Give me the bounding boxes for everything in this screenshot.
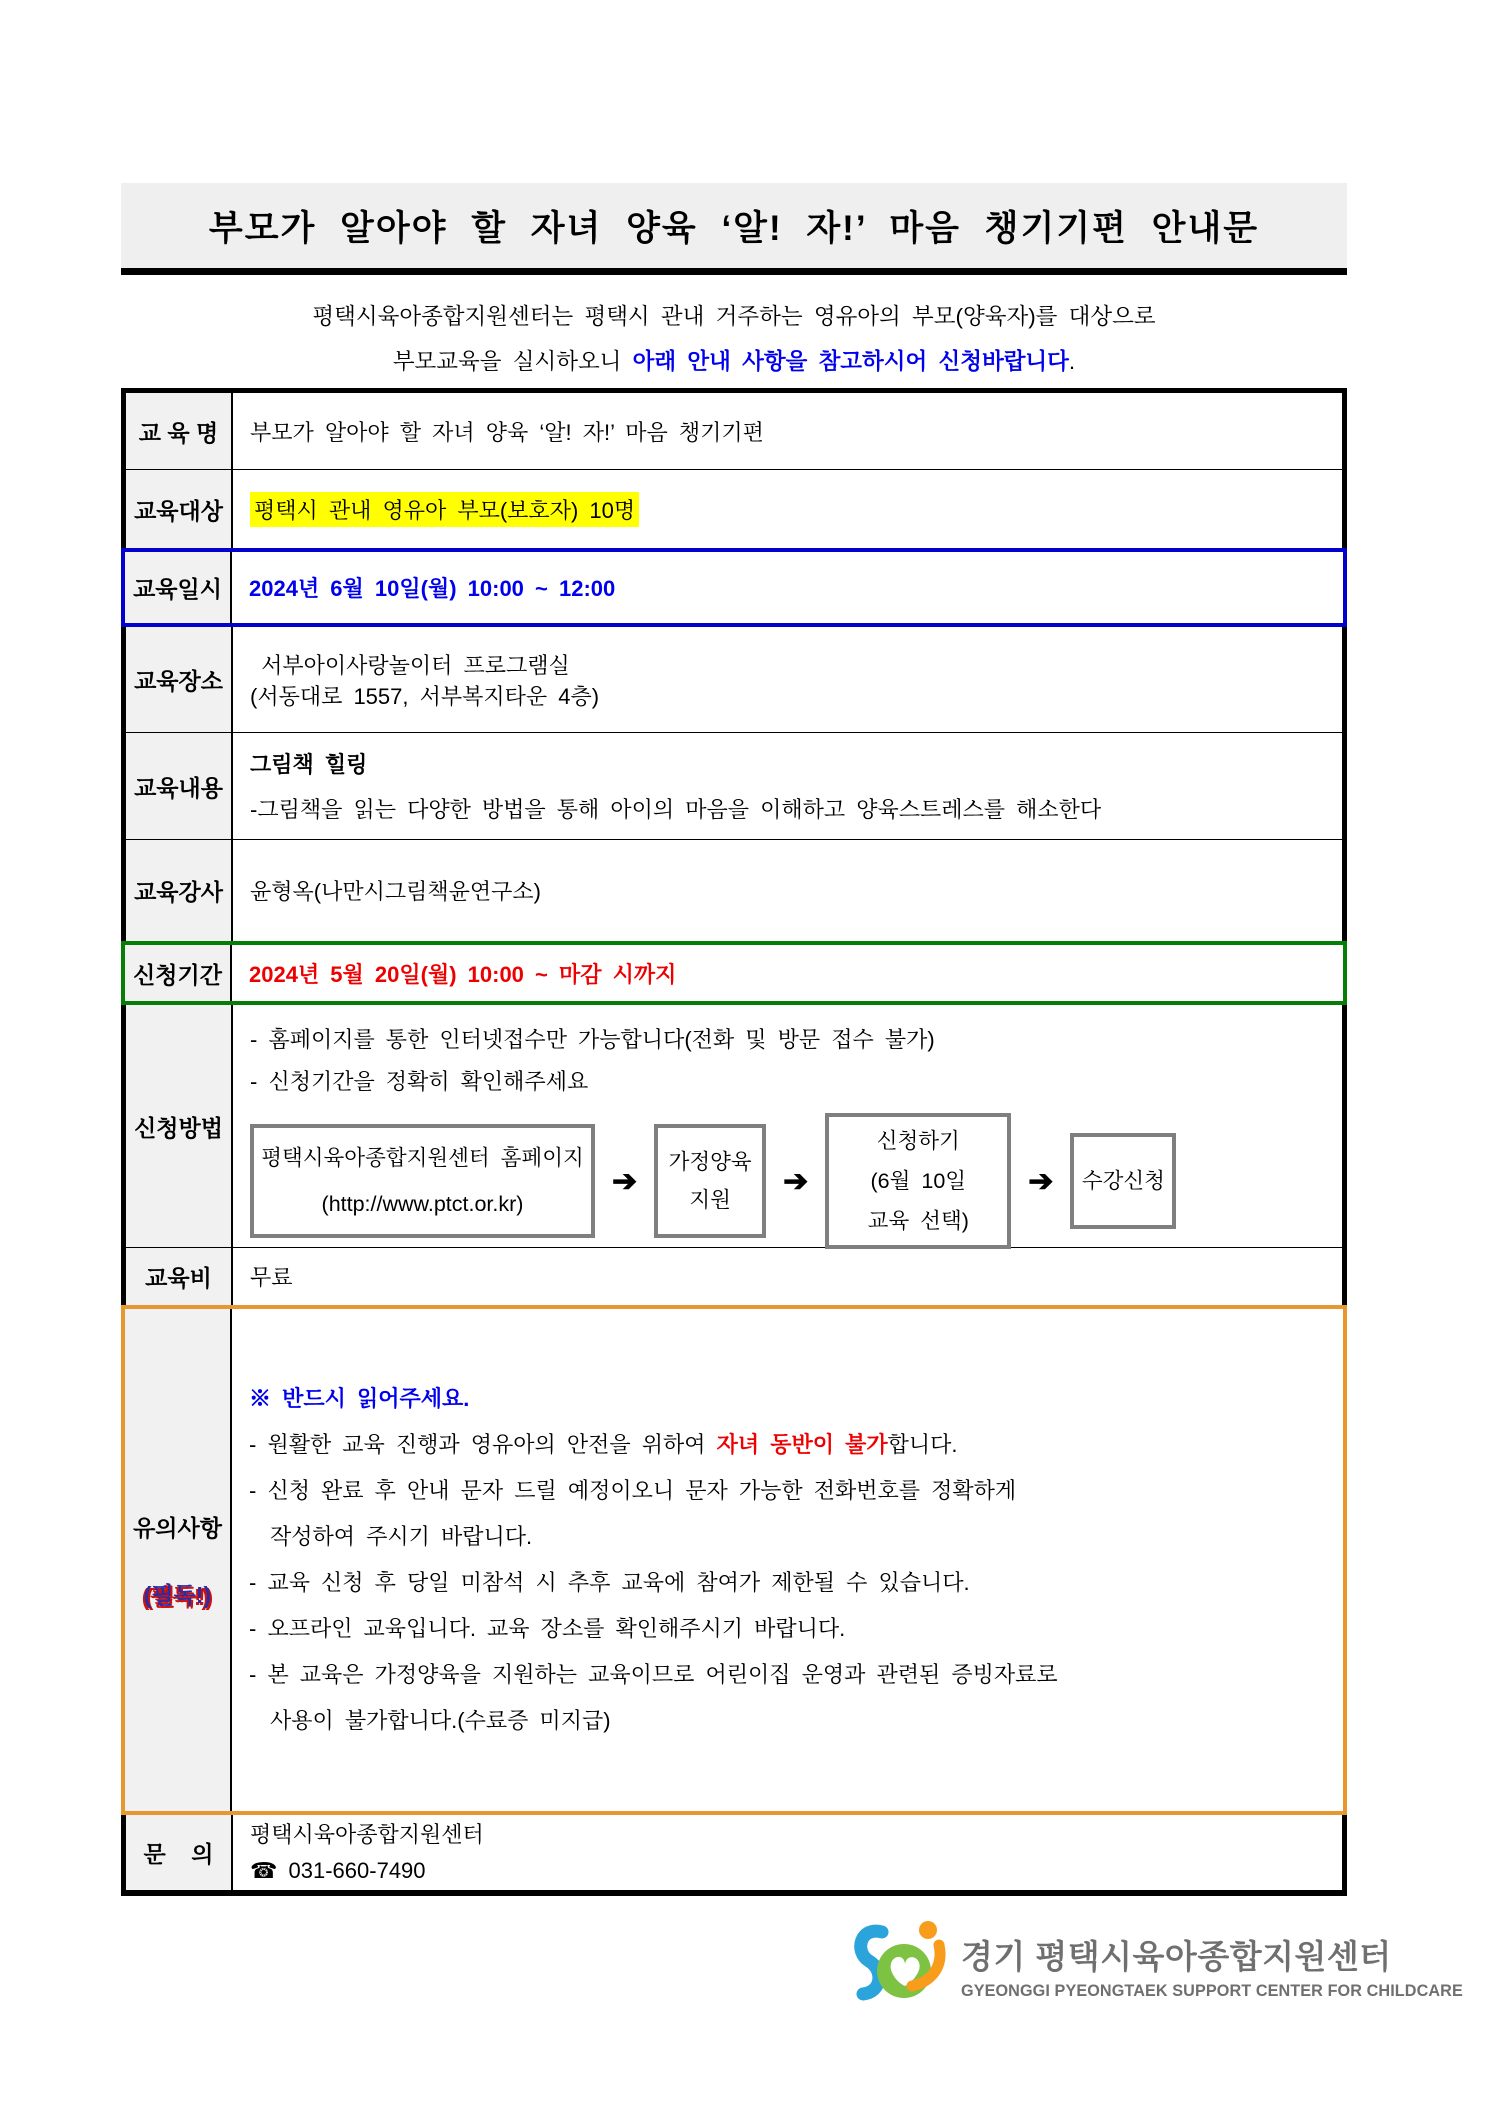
- label-notes: 유의사항 (필독!): [125, 1309, 232, 1811]
- method-bullet-1: - 홈페이지를 통한 인터넷접수만 가능합니다(전화 및 방문 접수 불가): [250, 1027, 935, 1052]
- notes-item-2-cont: 작성하여 주시기 바랍니다.: [270, 1524, 533, 1549]
- label-education-place: 교육장소: [126, 627, 233, 732]
- row-notes: [121, 1305, 1347, 1815]
- intro-paragraph: [121, 294, 1347, 384]
- label-education-datetime: 교육일시: [125, 552, 232, 623]
- notes-item-4: - 오프라인 교육입니다. 교육 장소를 확인해주시기 바랍니다.: [249, 1616, 846, 1641]
- label-instructor: 교육강사: [126, 840, 233, 941]
- label-contact: 문 의: [126, 1815, 233, 1890]
- application-method-bullets: [250, 1019, 1342, 1103]
- arrow-right-icon: ➔: [612, 1164, 638, 1198]
- row-fee: [121, 1248, 1347, 1305]
- page-title: 부모가 알아야 할 자녀 양육 ‘알! 자!’ 마음 챙기기편 안내문: [208, 208, 1260, 248]
- flow-step-enroll: 수강신청: [1070, 1133, 1176, 1229]
- contact-phone: ☎ 031-660-7490: [250, 1857, 426, 1883]
- label-notes-must-read: (필독!): [143, 1582, 212, 1608]
- label-application-method: 신청방법: [126, 1005, 233, 1247]
- footer-logo-korean-name: 경기 평택시육아종합지원센터: [961, 1938, 1392, 1975]
- education-datetime-value: 2024년 6월 10일(월) 10:00 ~ 12:00: [249, 576, 616, 601]
- instructor-value: 윤형옥(나만시그림책윤연구소): [250, 879, 541, 904]
- method-bullet-2: - 신청기간을 정확히 확인해주세요: [250, 1069, 589, 1094]
- education-place-line1: 서부아이사랑놀이터 프로그램실: [250, 652, 570, 678]
- education-target-value: 평택시 관내 영유아 부모(보호자) 10명: [250, 492, 639, 527]
- homepage-url: (http://www.ptct.or.kr): [321, 1192, 524, 1216]
- notes-item-1: - 원활한 교육 진행과 영유아의 안전을 위하여 자녀 동반이 불가합니다.: [249, 1432, 958, 1457]
- intro-line-2: 부모교육을 실시하오니 아래 안내 사항을 참고하시어 신청바랍니다.: [392, 349, 1076, 374]
- row-education-name: [121, 388, 1347, 470]
- notes-red-text: 자녀 동반이 불가: [716, 1432, 888, 1457]
- footer-logo-english-name: GYEONGGI PYEONGTAEK SUPPORT CENTER FOR CHILDCARE: [961, 1982, 1463, 2000]
- education-name-value: 부모가 알아야 할 자녀 양육 ‘알! 자!’ 마음 챙기기편: [250, 419, 764, 445]
- row-education-content: [121, 733, 1347, 840]
- arrow-right-icon: ➔: [1028, 1164, 1054, 1198]
- row-education-datetime: [121, 548, 1347, 627]
- education-place-line2: (서동대로 1557, 서부복지타운 4층): [250, 683, 600, 709]
- flow-step-apply: 신청하기 (6월 10일 교육 선택): [825, 1113, 1011, 1249]
- center-logo-icon: [851, 1916, 953, 2016]
- notes-heading: ※ 반드시 읽어주세요.: [249, 1386, 470, 1411]
- notes-item-5-cont: 사용이 불가합니다.(수료증 미지급): [270, 1708, 611, 1733]
- contact-org: 평택시육아종합지원센터: [250, 1821, 484, 1847]
- footer-logo: [851, 1916, 1463, 2016]
- education-content-title: 그림책 힐링: [250, 752, 368, 777]
- notes-item-5: - 본 교육은 가정양육을 지원하는 교육이므로 어린이집 운영과 관련된 증빙자료로: [249, 1662, 1058, 1687]
- notes-item-3: - 교육 신청 후 당일 미참석 시 추후 교육에 참여가 제한될 수 있습니다.: [249, 1570, 970, 1595]
- label-education-content: 교육내용: [126, 733, 233, 839]
- flow-step-home-parenting: 가정양육 지원: [654, 1124, 766, 1238]
- notes-item-2: - 신청 완료 후 안내 문자 드릴 예정이오니 문자 가능한 전화번호를 정확하게: [249, 1478, 1017, 1503]
- label-fee: 교육비: [126, 1248, 233, 1305]
- row-contact: [121, 1815, 1347, 1896]
- application-period-value: 2024년 5월 20일(월) 10:00 ~ 마감 시까지: [249, 961, 677, 987]
- row-application-period: [121, 941, 1347, 1005]
- label-application-period: 신청기간: [125, 945, 232, 1001]
- row-education-place: [121, 627, 1347, 733]
- label-education-name: 교 육 명: [126, 393, 233, 469]
- row-application-method: [121, 1005, 1347, 1248]
- row-instructor: [121, 840, 1347, 941]
- education-content-desc: -그림책을 읽는 다양한 방법을 통해 아이의 마음을 이해하고 양육스트레스를 해소한다: [250, 797, 1102, 822]
- intro-highlight: 아래 안내 사항을 참고하시어 신청바랍니다: [632, 349, 1069, 374]
- flow-step-homepage: 평택시육아종합지원센터 홈페이지 (http://www.ptct.or.kr): [250, 1124, 595, 1238]
- arrow-right-icon: ➔: [783, 1164, 809, 1198]
- intro-line-1: 평택시육아종합지원센터는 평택시 관내 거주하는 영유아의 부모(양육자)를 대상으로: [312, 304, 1156, 329]
- fee-value: 무료: [250, 1265, 293, 1290]
- label-education-target: 교육대상: [126, 470, 233, 548]
- row-education-target: [121, 470, 1347, 548]
- info-table: [121, 388, 1347, 1896]
- title-band: [121, 183, 1347, 275]
- application-flow: [250, 1113, 1342, 1249]
